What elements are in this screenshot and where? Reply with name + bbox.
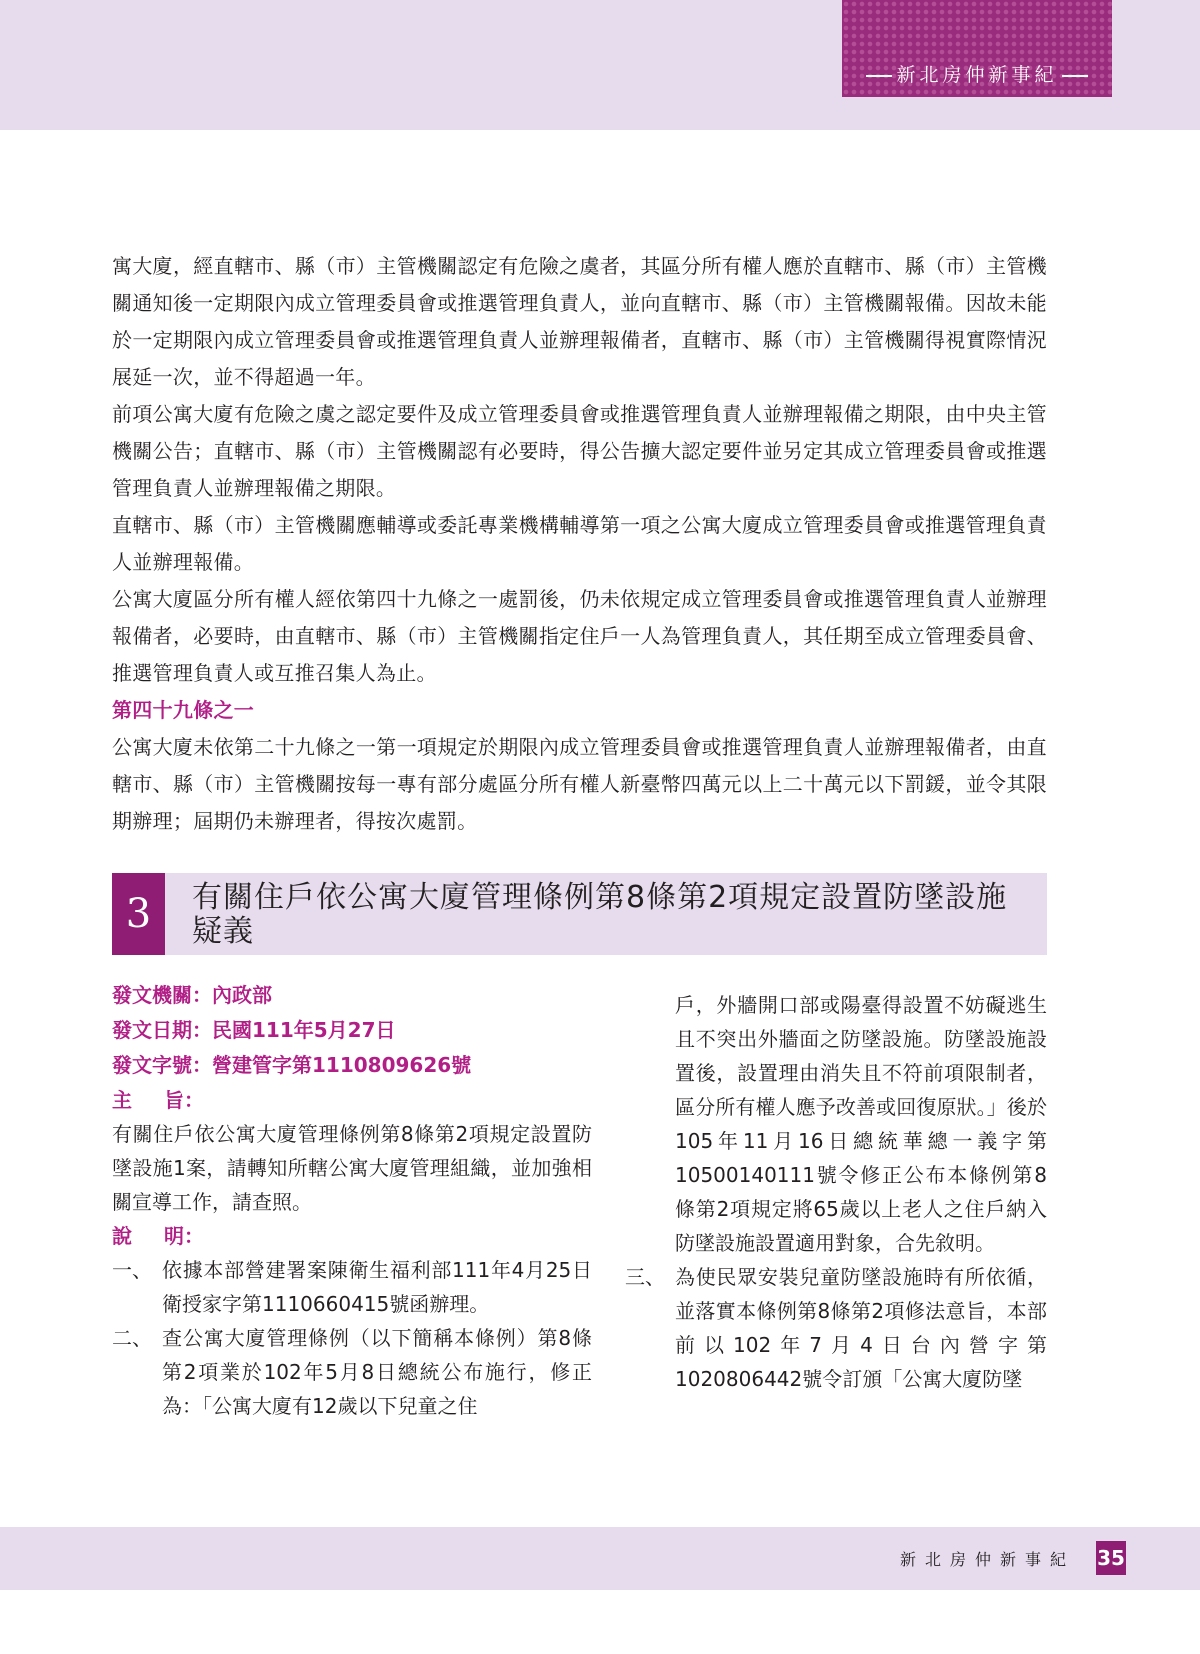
list-item-continued: 戶，外牆開口部或陽臺得設置不妨礙逃生且不突出外牆面之防墜設施。防墜設施設置後，設置理由消失且不符前項限制者，區分所有權人應予改善或回復原狀。」後於105年11月16日總統華總一義字第10500140111號令修正公布本條例第8條第2項規定將65歲以上老人之住戶納入防墜設施設置適用對象，合先敘明。	[675, 993, 1047, 1255]
list-item-mark: 一、	[112, 1258, 152, 1282]
subject-text: 有關住戶依公寓大廈管理條例第8條第2項規定設置防墜設施1案，請轉知所轄公寓大廈管理組織，並加強相關宣導工作，請查照。	[112, 1122, 592, 1214]
list-item	[112, 1321, 592, 1423]
list-item-mark: 二、	[112, 1326, 152, 1350]
list-item	[112, 1253, 592, 1321]
paragraph: 公寓大廈未依第二十九條之一第一項規定於期限內成立管理委員會或推選管理負責人並辦理報備者，由直轄市、縣（市）主管機關按每一專有部分處區分所有權人新臺幣四萬元以上二十萬元以下罰鍰，並令其限期辦理；屆期仍未辦理者，得按次處罰。	[112, 735, 1047, 833]
footer-band	[0, 1527, 1200, 1590]
date-line: 發文日期：民國111年5月27日	[112, 1018, 396, 1042]
subject-label-b: 旨：	[164, 1088, 204, 1112]
explain-label-a: 說	[112, 1224, 132, 1248]
header-dash-left	[866, 75, 892, 77]
subject-label-a: 主	[112, 1088, 132, 1112]
issuer-line: 發文機關：內政部	[112, 983, 272, 1007]
left-column	[112, 978, 592, 1423]
header-tab	[842, 0, 1112, 97]
paragraph: 寓大廈，經直轄市、縣（市）主管機關認定有危險之虞者，其區分所有權人應於直轄市、縣（市）主管機關通知後一定期限內成立管理委員會或推選管理負責人，並向直轄市、縣（市）主管機關報備。因故未能於一定期限內成立管理委員會或推選管理負責人並辦理報備者，直轄市、縣（市）主管機關得視實際情況展延一次，並不得超過一年。	[112, 254, 1047, 389]
footer-publication: 新北房仲新事紀	[899, 1550, 1075, 1569]
section-header	[112, 873, 1047, 955]
ref-number-line: 發文字號：營建管字第1110809626號	[112, 1053, 472, 1077]
section-number: 3	[112, 873, 165, 955]
list-item-text: 依據本部營建署案陳衛生福利部111年4月25日衛授家字第1110660415號函辦理。	[162, 1258, 592, 1316]
paragraph: 公寓大廈區分所有權人經依第四十九條之一處罰後，仍未依規定成立管理委員會或推選管理負責人並辦理報備者，必要時，由直轄市、縣（市）主管機關指定住戶一人為管理負責人，其任期至成立管理委員會、推選管理負責人或互推召集人為止。	[112, 587, 1047, 685]
list-item-text: 為使民眾安裝兒童防墜設施時有所依循，並落實本條例第8條第2項修法意旨，本部前以102年7月4日台內營字第1020806442號令訂頒「公寓大廈防墜	[675, 1265, 1047, 1391]
page-number: 35	[1096, 1541, 1126, 1575]
subject-label	[112, 1083, 592, 1117]
section-title: 有關住戶依公寓大廈管理條例第8條第2項規定設置防墜設施疑義	[192, 880, 1008, 949]
article-heading: 第四十九條之一	[112, 698, 255, 722]
header-dash-right	[1062, 75, 1088, 77]
list-item-text: 查公寓大廈管理條例（以下簡稱本條例）第8條第2項業於102年5月8日總統公布施行，修正為：「公寓大廈有12歲以下兒童之住	[162, 1326, 592, 1418]
paragraph: 前項公寓大廈有危險之虞之認定要件及成立管理委員會或推選管理負責人並辦理報備之期限，由中央主管機關公告；直轄市、縣（市）主管機關認有必要時，得公告擴大認定要件並另定其成立管理委員會或推選管理負責人並辦理報備之期限。	[112, 402, 1047, 500]
explain-label	[112, 1219, 592, 1253]
right-column	[625, 988, 1047, 1396]
explain-label-b: 明：	[164, 1224, 204, 1248]
paragraph: 直轄市、縣（市）主管機關應輔導或委託專業機構輔導第一項之公寓大廈成立管理委員會或推選管理負責人並辦理報備。	[112, 513, 1047, 574]
list-item	[625, 1260, 1047, 1396]
list-item-mark: 三、	[625, 1265, 665, 1289]
header-title-wrap	[842, 60, 1112, 87]
header-title: 新北房仲新事紀	[896, 64, 1058, 86]
article-body	[112, 248, 1047, 840]
